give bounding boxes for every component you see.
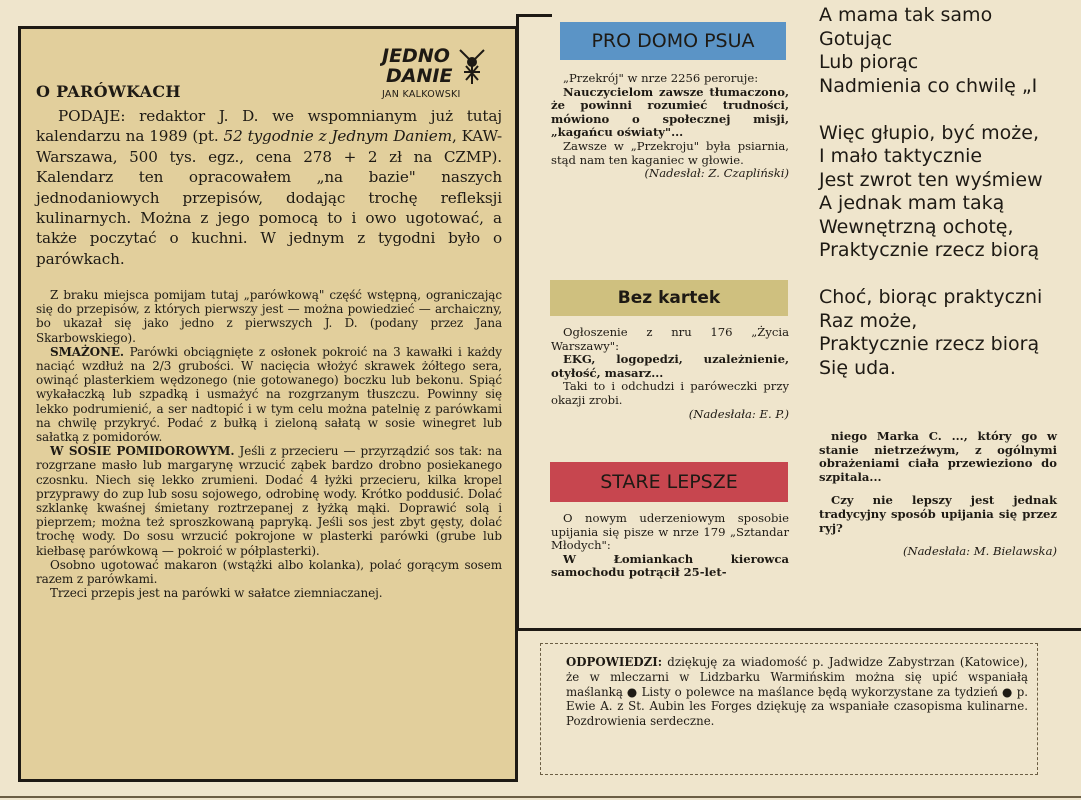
heading-stare-lepsze: STARE LEPSZE: [550, 462, 788, 502]
logo-line1: JEDNO: [382, 45, 450, 67]
recipe-label-smazone: SMAŻONE.: [50, 344, 124, 359]
lead-part-2: , KAW-Warszawa, 500 tys. egz., cena 278 + 2 zł na CZMP). Kalendarz ten opracowałem „na bazie" naszych jednodaniowych przepisów, dodając trochę refleksji kulinarnych. Można z jego pomocą to i owo ugotować, a także poczytać o kuchni. W jednym z tygodni było o parówkach.: [36, 127, 502, 268]
lead-book-title: 52 tygodnie z Jednym Daniem: [223, 127, 452, 146]
frame-line-vertical: [516, 14, 519, 630]
frame-line-top: [516, 14, 552, 17]
article-body: [36, 288, 502, 600]
poem: A mama tak samo Gotując Lub piorąc Nadmienia co chwilę „I Więc głupio, być może, I mało taktycznie Jest zwrot ten wyśmiew A jednak mam taką Wewnętrzną ochotę, Praktycznie rzecz biorą Choć, biorąc praktyczni Raz może, Praktycznie rzecz biorą Się uda.: [819, 4, 1043, 379]
jedno-danie-logo-icon: [380, 44, 492, 88]
lead-part-1: PODAJE: redaktor J. D. we wspomnianym już tutaj kalendarzu na 1989 (pt.: [36, 107, 502, 146]
pro-domo-comment: Zawsze w „Przekroju" była psiarnia, stąd nam ten kaganiec w głowie.: [551, 138, 789, 167]
continuation-comment: Czy nie lepszy jest jednak tradycyjny sposób upijania się przez ryj?: [819, 493, 1057, 535]
stare-lepsze-quote: W Łomiankach kierowca samochodu potrącił 25-let-: [551, 551, 789, 580]
logo-author: JAN KALKOWSKI: [382, 89, 461, 100]
frame-line-horizontal: [516, 628, 1081, 631]
bez-kartek-quote: EKG, logopedzi, uzależnienie, otyłość, masarz...: [551, 352, 789, 380]
continuation-quote: niego Marka C. ..., który go w stanie nietrzeźwym, z ogólnymi obrażeniami ciała przewieziono do szpitala...: [819, 429, 1057, 484]
stare-lepsze-intro: O nowym uderzeniowym sposobie upijania się pisze w nrze 179 „Sztandar Młodych":: [551, 511, 789, 553]
bez-kartek-signature: (Nadesłała: E. P.): [688, 406, 789, 421]
body-paragraph-intro: Z braku miejsca pomijam tutaj „parówkową" część wstępną, ograniczając się do przepisów, z których pierwszy jest — można powiedzieć — archaiczny, bo ukazał się jako jedno z pierwszych J. D. (podany przez Jana Skarbowskiego).: [36, 288, 502, 345]
body-paragraph-makaron: Osobno ugotować makaron (wstążki albo kolanka), polać gorącym sosem razem z parówkami.: [36, 557, 502, 587]
answers-text: [566, 655, 1028, 729]
recipe-text-sos: Jeśli z przecieru — przyrządzić sos tak: na rozgrzane masło lub margarynę wrzucić ząbek bardzo drobno posiekanego czosnku. Niech się lekko zrumieni. Dodać 4 łyżki przecieru, kilka kropel przyprawy do zup lub sosu sojowego, odrobinę wody. Krótko poddusić. Dolać szklankę kwaśnej śmietany roztrzepanej z łyżką mąki. Doprawić solą i pieprzem; można też sproszkowaną papryką. Jeśli sos jest zbyt gęsty, dolać trochę wody. Do sosu wrzucić pokrojone w plasterki parówki (grube lub kiełbasę parówkową — pokroić w półplasterki).: [36, 444, 502, 558]
recipe-label-sos: W SOSIE POMIDOROWYM.: [50, 444, 235, 459]
column-logo: [380, 44, 492, 102]
recipe-text-smazone: Parówki obciągnięte z osłonek pokroić na 3 kawałki i każdy naciąć wzdłuż na 2/3 grubości. W nacięcia włożyć skrawek żółtego sera, owinąć plasterkiem wędzonego (nie gotowanego) boczku lub bekonu. Spiąć wykałaczką lub szpadką i usmażyć na rozgrzanym tłuszczu. Powinny się lekko podrumienić, a ser nadtopić i w tym celu można patelnię z parówkami na chwilę przykryć. Podać z bułką i zieloną sałatą w sosie winegret lub sałatką z pomidorów.: [36, 344, 502, 445]
body-paragraph-smazone: [36, 345, 502, 444]
pro-domo-section: [551, 72, 789, 181]
article-title: O PARÓWKACH: [36, 82, 181, 101]
stare-lepsze-continuation: [819, 430, 1057, 559]
article-lead: [36, 106, 502, 269]
bez-kartek-section: [551, 326, 789, 421]
stare-lepsze-section: [551, 512, 789, 580]
pro-domo-intro: „Przekrój" w nrze 2256 peroruje:: [563, 71, 759, 85]
bez-kartek-comment: Taki to i odchudzi i paróweczki przy okazji zrobi.: [551, 379, 789, 407]
body-paragraph-trzeci: Trzeci przepis jest na parówki w sałatce ziemniaczanej.: [50, 586, 383, 601]
heading-bez-kartek: Bez kartek: [550, 280, 788, 316]
answers-body: dziękuję za wiadomość p. Jadwidze Zabystrzan (Katowice), że w mleczarni w Lidzbarku Warmińskim można się upić wspaniałą maślanką ● Listy o polewce na maślance będą wykorzystane za tydzień ● p. Ewie A. z St. Aubin les Forges dziękuję za wspaniałe czasopisma kulinarne. Pozdrowienia serdeczne.: [566, 655, 1028, 729]
continuation-signature: (Nadesłała: M. Bielawska): [902, 544, 1057, 559]
logo-line2: DANIE: [386, 65, 453, 87]
pro-domo-signature: (Nadesłał: Z. Czapliński): [644, 166, 789, 181]
answers-label: ODPOWIEDZI:: [566, 655, 663, 669]
pro-domo-quote: Nauczycielom zawsze tłumaczono, że powinni rozumieć trudności, mówiono o społecznej misji, „kagańcu oświaty"...: [551, 84, 789, 140]
bottom-rule: [0, 796, 1081, 798]
heading-pro-domo: PRO DOMO PSUA: [560, 22, 786, 60]
body-paragraph-sos: [36, 444, 502, 558]
bez-kartek-intro: Ogłoszenie z nru 176 „Życia Warszawy":: [551, 325, 789, 353]
